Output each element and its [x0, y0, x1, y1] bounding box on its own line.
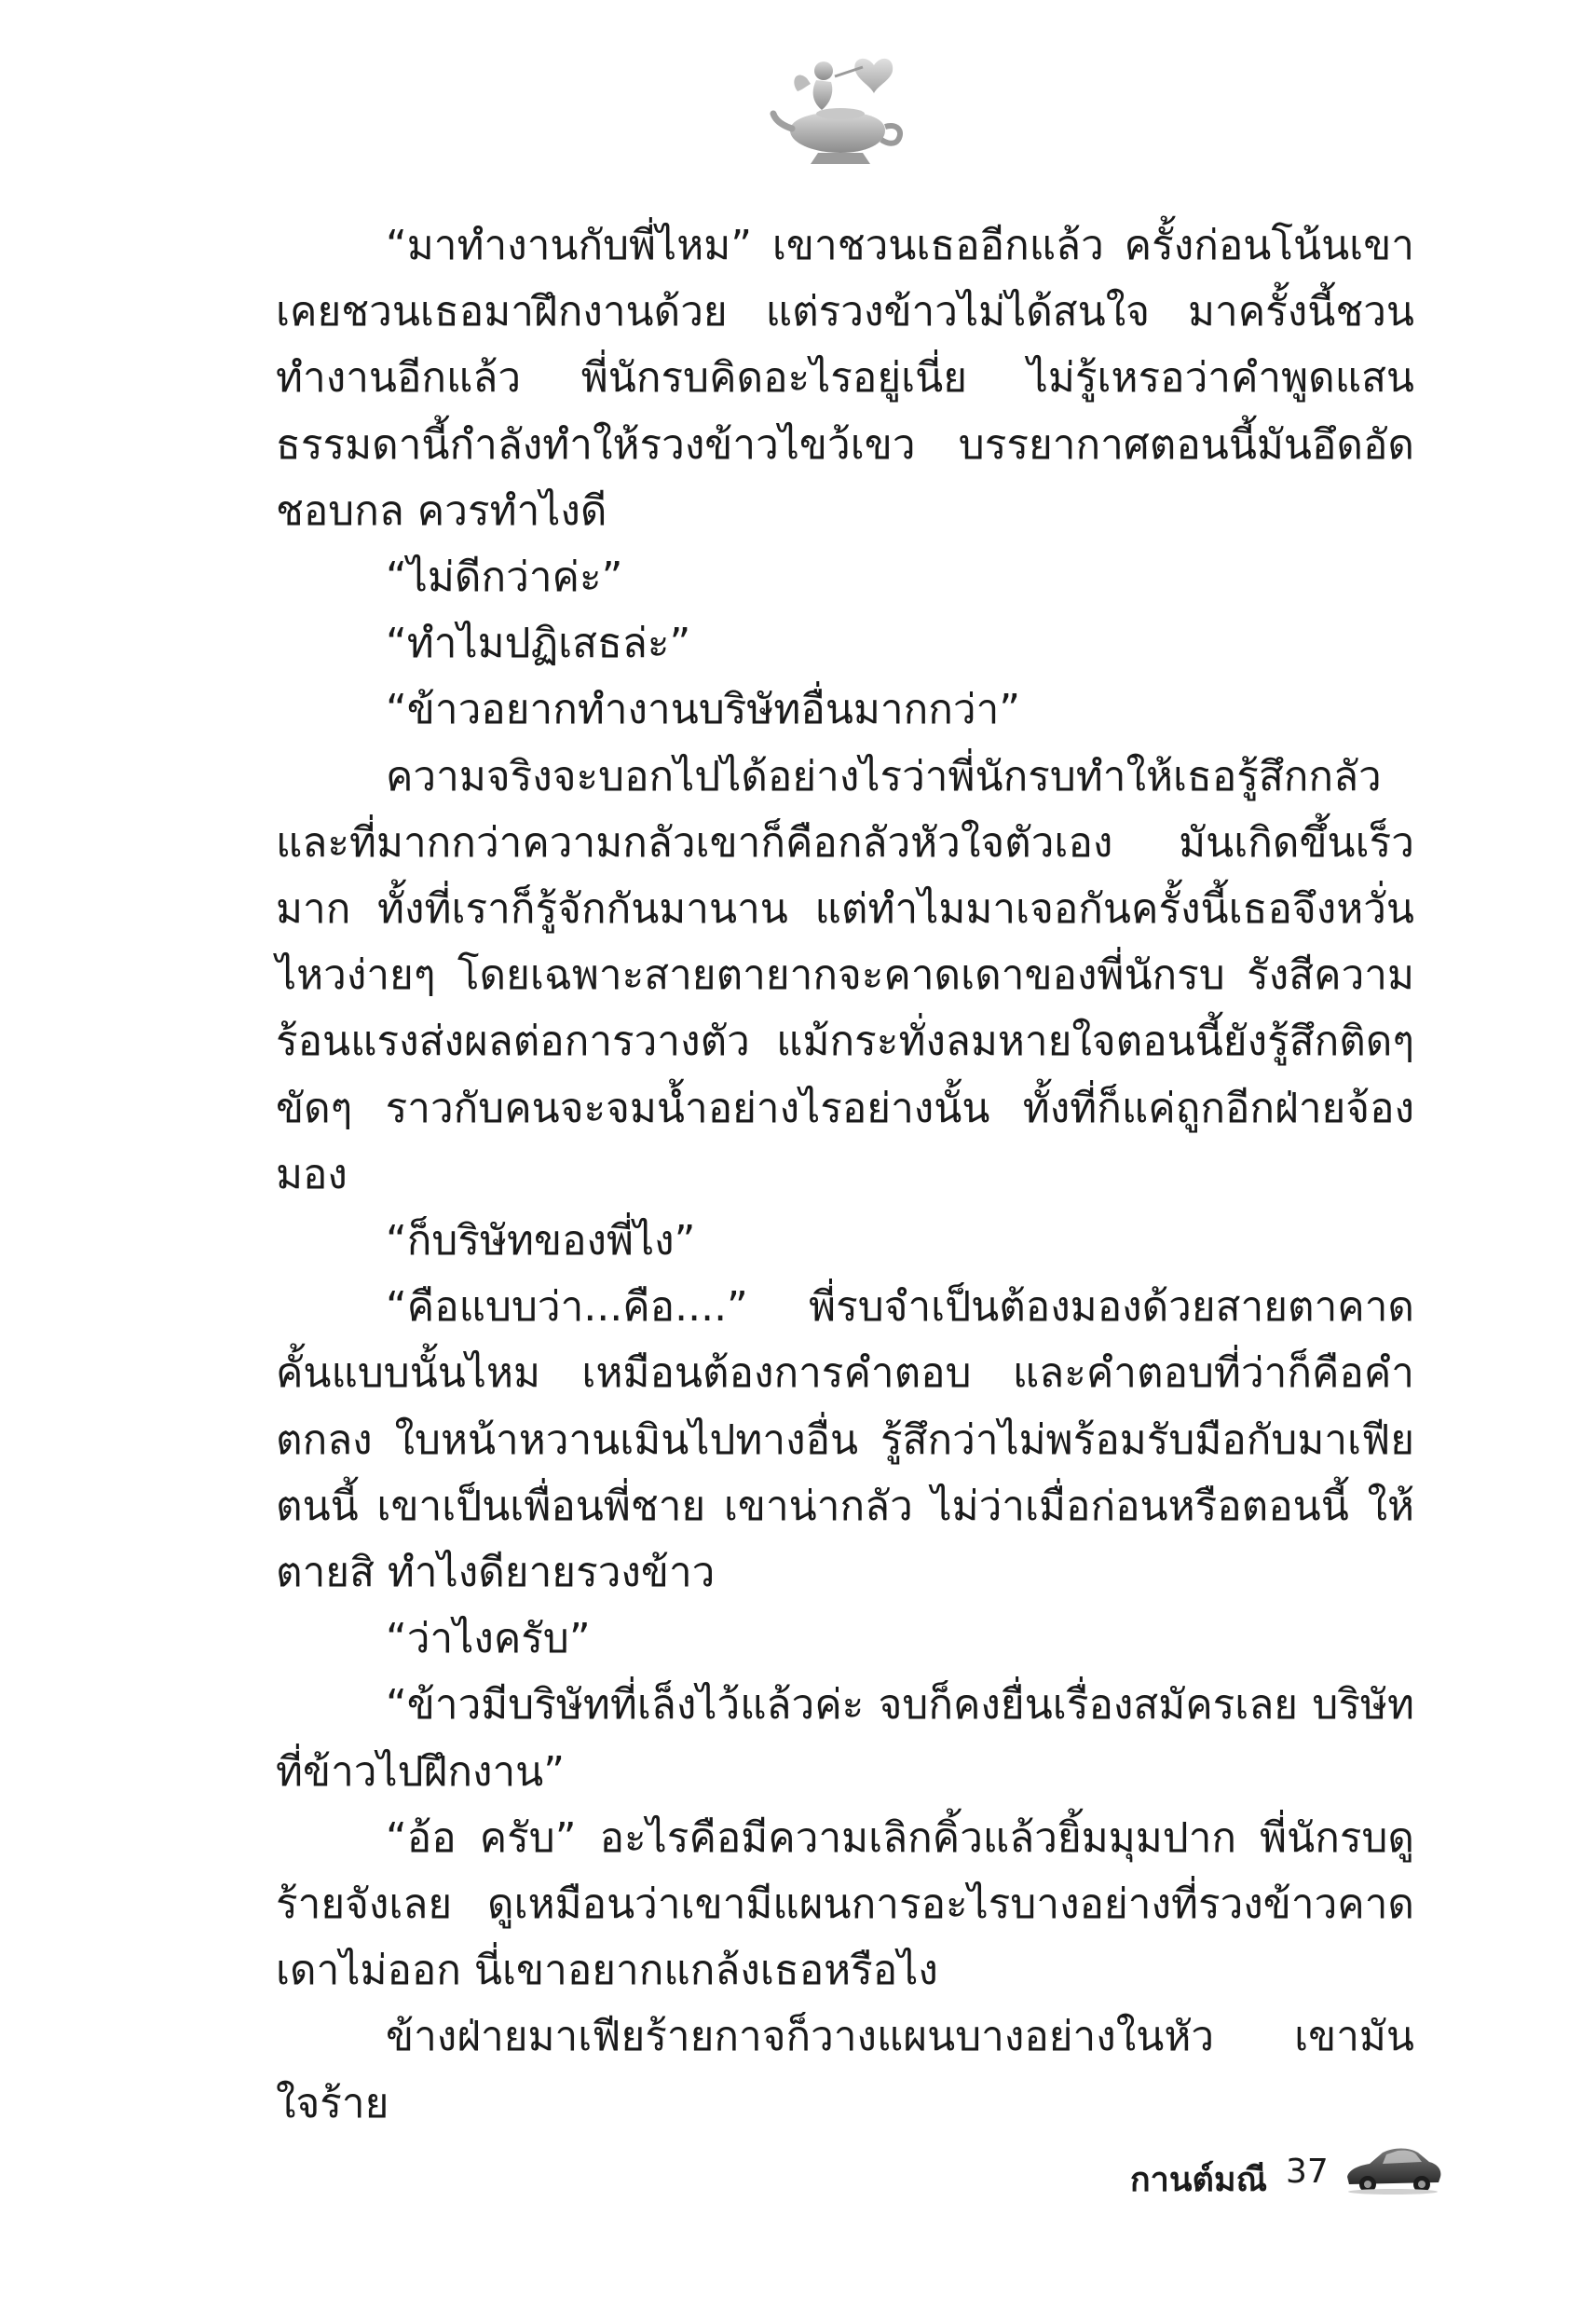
car-icon: [1342, 2141, 1444, 2197]
paragraph: “ว่าไงครับ”: [386, 1615, 591, 1663]
book-title: กานต์มณี: [1129, 2161, 1267, 2199]
body-text: [276, 212, 1414, 2137]
paragraph: “มาทำงานกับพี่ไหม” เขาชวนเธออีกแล้ว ครั้งก่อนโน้นเขาเคยชวนเธอมาฝึกงานด้วย แต่รวงข้าวไม่ได้สนใจ มาครั้งนี้ชวนทำงานอีกแล้ว พี่นักรบคิดอะไรอยู่เนี่ย ไม่รู้เหรอว่าคำพูดแสนธรรมดานี้กำลังทำให้รวงข้าวไขว้เขว บรรยากาศตอนนี้มันอึดอัดชอบกล ควรทำไงดี: [276, 222, 1414, 535]
paragraph: “อ้อ ครับ” อะไรคือมีความเลิกคิ้วแล้วยิ้มมุมปาก พี่นักรบดูร้ายจังเลย ดูเหมือนว่าเขามีแผนการอะไรบางอย่างที่รวงข้าวคาดเดาไม่ออก นี่เขาอยากแกล้งเธอหรือไง: [276, 1813, 1414, 1995]
paragraph: “ทำไมปฏิเสธล่ะ”: [386, 620, 691, 668]
paragraph: “ข้าวมีบริษัทที่เล็งไว้แล้วค่ะ จบก็คงยื่นเรื่องสมัครเลย บริษัทที่ข้าวไปฝึกงาน”: [276, 1681, 1414, 1796]
paragraph: “คือแบบว่า...คือ....” พี่รบจำเป็นต้องมองด้วยสายตาคาดคั้นแบบนั้นไหม เหมือนต้องการคำตอบ และคำตอบที่ว่าก็คือคำตกลง ใบหน้าหวานเมินไปทางอื่น รู้สึกว่าไม่พร้อมรับมือกับมาเฟียตนนี้ เขาเป็นเพื่อนพี่ชาย เขาน่ากลัว ไม่ว่าเมื่อก่อนหรือตอนนี้ ให้ตายสิ ทำไงดียายรวงข้าว: [276, 1283, 1414, 1597]
page-number: 37: [1286, 2153, 1329, 2191]
paragraph: “ไม่ดีกว่าค่ะ”: [386, 554, 623, 602]
paragraph: “ข้าวอยากทำงานบริษัทอื่นมากกว่า”: [386, 686, 1021, 734]
paragraph: ข้างฝ่ายมาเฟียร้ายกาจก็วางแผนบางอย่างในหัว เขามันใจร้าย: [276, 2013, 1414, 2127]
page-footer: [1099, 2134, 1453, 2218]
cupid-teapot-ornament-icon: [770, 45, 909, 175]
paragraph: ความจริงจะบอกไปได้อย่างไรว่าพี่นักรบทำให้เธอรู้สึกกลัว และที่มากกว่าความกลัวเขาก็คือกลัวหัวใจตัวเอง มันเกิดขึ้นเร็วมาก ทั้งที่เราก็รู้จักกันมานาน แต่ทำไมมาเจอกันครั้งนี้เธอจึงหวั่นไหวง่ายๆ โดยเฉพาะสายตายากจะคาดเดาของพี่นักรบ รังสีความร้อนแรงส่งผลต่อการวางตัว แม้กระทั่งลมหายใจตอนนี้ยังรู้สึกติดๆ ขัดๆ ราวกับคนจะจมน้ำอย่างไรอย่างนั้น ทั้งที่ก็แค่ถูกอีกฝ่ายจ้องมอง: [276, 752, 1414, 1198]
paragraph: “ก็บริษัทของพี่ไง”: [386, 1217, 696, 1265]
